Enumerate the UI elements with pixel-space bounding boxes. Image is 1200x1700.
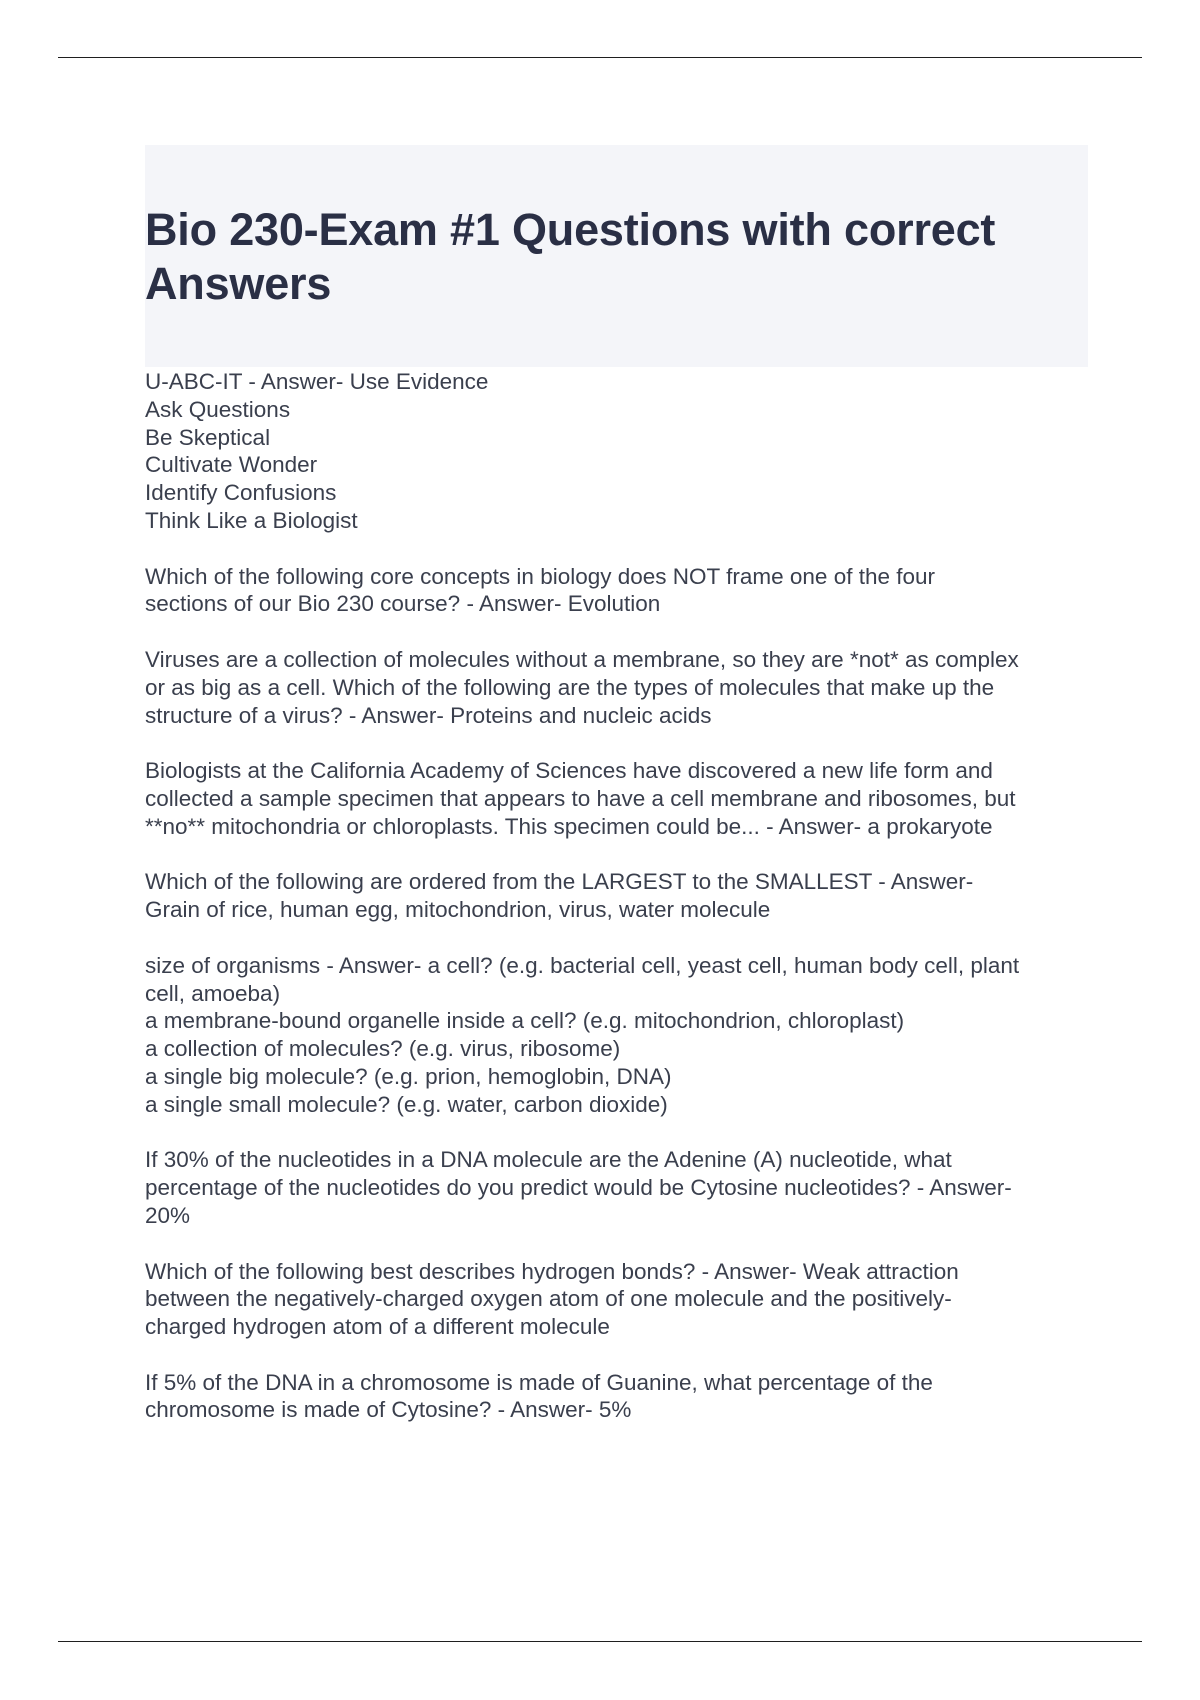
entry-line: between the negatively-charged oxygen atom of one molecule and the positively- bbox=[145, 1286, 952, 1312]
entry-line: **no** mitochondria or chloroplasts. This specimen could be... - Answer- a prokaryote bbox=[145, 813, 993, 839]
entry-line: a single small molecule? (e.g. water, carbon dioxide) bbox=[145, 1091, 668, 1117]
entry-line: Think Like a Biologist bbox=[145, 507, 358, 533]
qa-entry bbox=[145, 646, 1095, 729]
qa-entry bbox=[145, 1258, 1095, 1341]
entry-line: Ask Questions bbox=[145, 396, 291, 422]
qa-entry bbox=[145, 368, 1095, 535]
page-title bbox=[145, 203, 1088, 311]
entry-line: a single big molecule? (e.g. prion, hemoglobin, DNA) bbox=[145, 1063, 672, 1089]
qa-entry bbox=[145, 757, 1095, 840]
entry-line: Viruses are a collection of molecules without a membrane, so they are *not* as complex bbox=[145, 646, 1019, 672]
entry-line: charged hydrogen atom of a different molecule bbox=[145, 1314, 610, 1340]
entry-line: If 30% of the nucleotides in a DNA molecule are the Adenine (A) nucleotide, what bbox=[145, 1147, 952, 1173]
entry-line: chromosome is made of Cytosine? - Answer- 5% bbox=[145, 1397, 632, 1423]
entry-line: a membrane-bound organelle inside a cell? (e.g. mitochondrion, chloroplast) bbox=[145, 1008, 905, 1034]
entry-line: structure of a virus? - Answer- Proteins and nucleic acids bbox=[145, 702, 712, 728]
entry-line: U-ABC-IT - Answer- Use Evidence bbox=[145, 369, 489, 394]
entry-line: cell, amoeba) bbox=[145, 980, 281, 1006]
entry-line: Be Skeptical bbox=[145, 424, 271, 450]
bottom-rule bbox=[58, 1641, 1142, 1642]
entry-line: or as big as a cell. Which of the following are the types of molecules that make up the bbox=[145, 674, 995, 700]
entry-line: size of organisms - Answer- a cell? (e.g. bacterial cell, yeast cell, human body cell, plant bbox=[145, 952, 1020, 978]
title-line: Bio 230-Exam #1 Questions with correct bbox=[145, 204, 996, 255]
qa-entry bbox=[145, 563, 1095, 619]
entry-line: Identify Confusions bbox=[145, 480, 337, 506]
qa-entry bbox=[145, 1369, 1095, 1425]
document-body bbox=[145, 368, 1095, 1452]
qa-entry bbox=[145, 1146, 1095, 1229]
entry-line: collected a sample specimen that appears to have a cell membrane and ribosomes, but bbox=[145, 785, 1016, 811]
entry-line: 20% bbox=[145, 1202, 191, 1228]
entry-line: Grain of rice, human egg, mitochondrion, virus, water molecule bbox=[145, 897, 771, 923]
entry-line: sections of our Bio 230 course? - Answer- Evolution bbox=[145, 591, 661, 617]
entry-line: Biologists at the California Academy of Sciences have discovered a new life form and bbox=[145, 758, 993, 784]
entry-line: Which of the following core concepts in biology does NOT frame one of the four bbox=[145, 563, 936, 589]
entry-line: If 5% of the DNA in a chromosome is made of Guanine, what percentage of the bbox=[145, 1369, 933, 1395]
title-line: Answers bbox=[145, 258, 332, 309]
entry-line: percentage of the nucleotides do you predict would be Cytosine nucleotides? - Answer- bbox=[145, 1175, 1012, 1201]
top-rule bbox=[58, 57, 1142, 58]
qa-entry bbox=[145, 952, 1095, 1119]
entry-line: Which of the following are ordered from the LARGEST to the SMALLEST - Answer- bbox=[145, 869, 974, 895]
entry-line: Cultivate Wonder bbox=[145, 452, 318, 478]
qa-entry bbox=[145, 868, 1095, 924]
title-block bbox=[145, 145, 1088, 367]
entry-line: a collection of molecules? (e.g. virus, ribosome) bbox=[145, 1036, 621, 1062]
entry-line: Which of the following best describes hydrogen bonds? - Answer- Weak attraction bbox=[145, 1258, 959, 1284]
